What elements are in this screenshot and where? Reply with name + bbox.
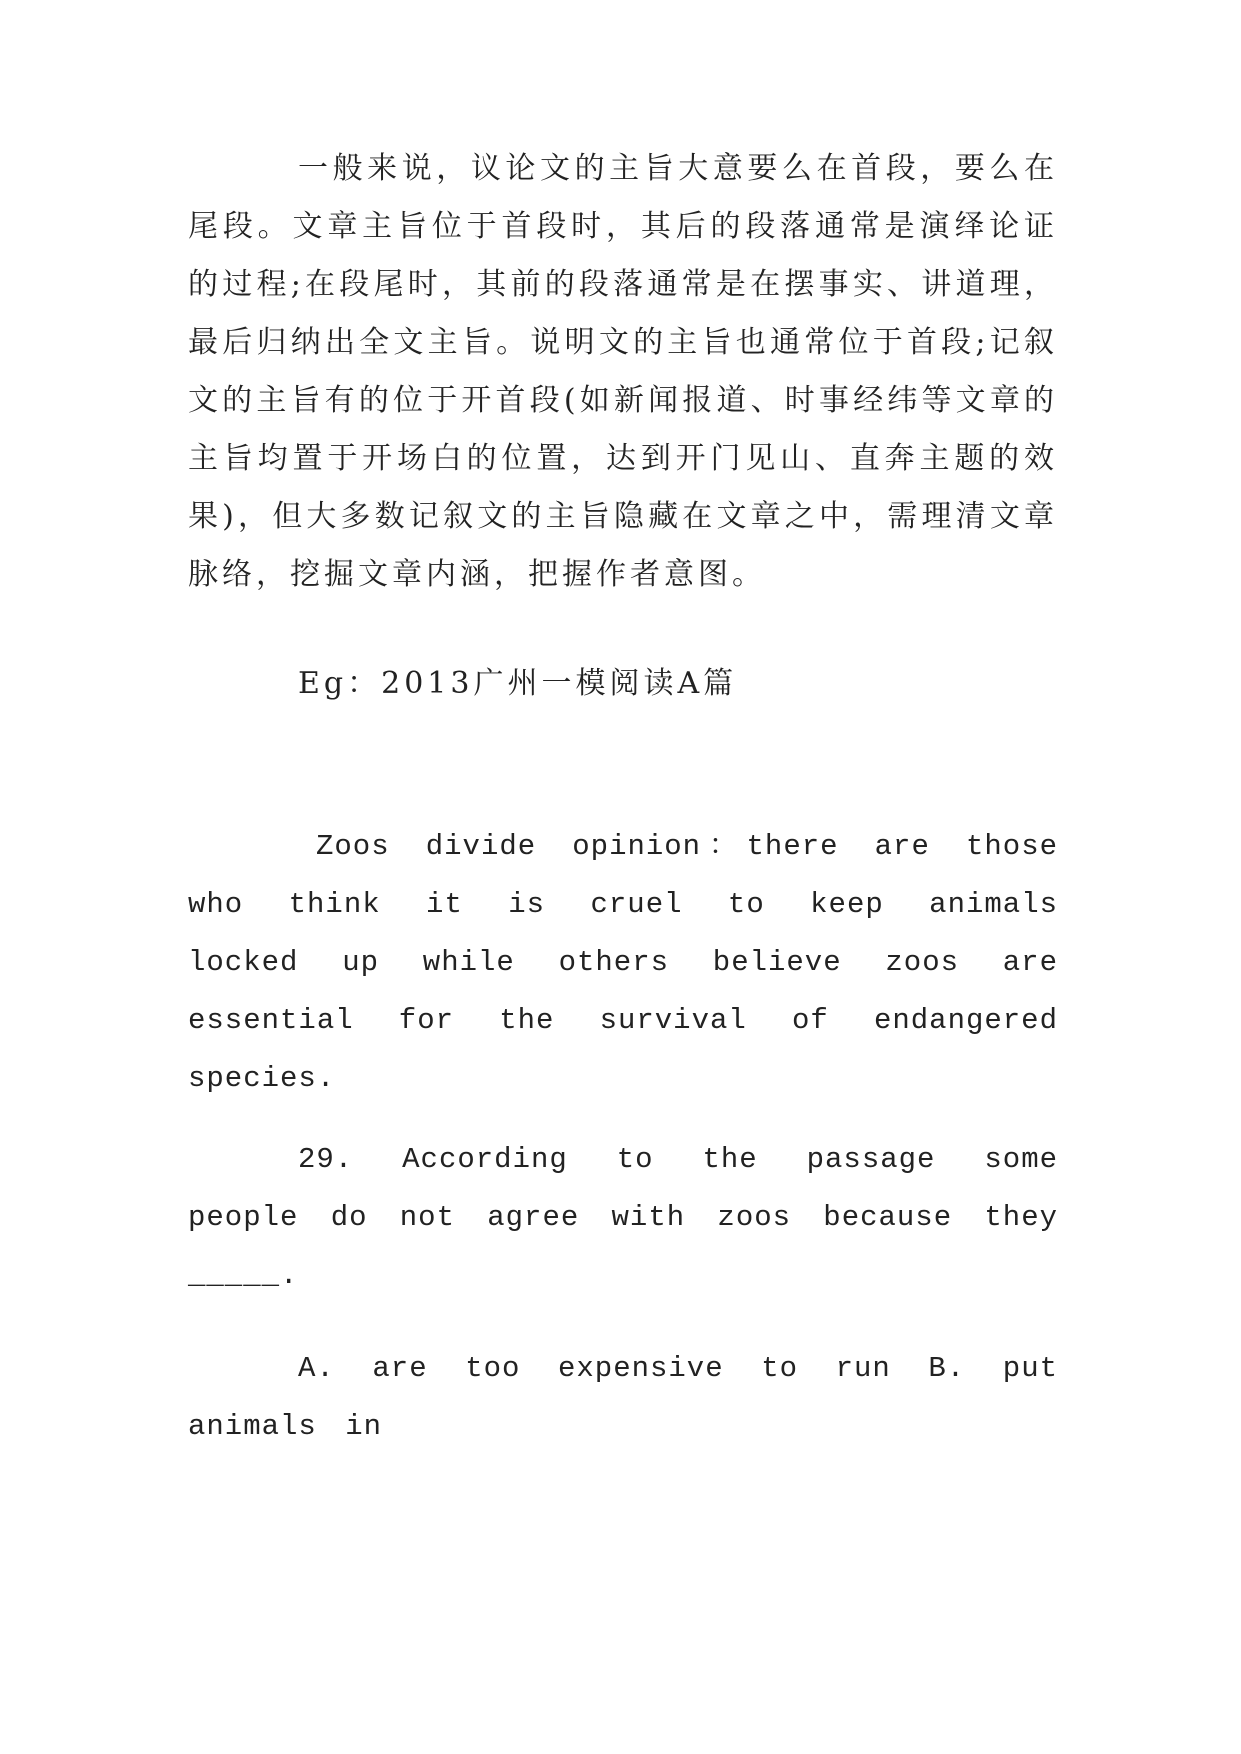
question-29: 29. According to the passage some people do not agree with zoos because they _____. bbox=[188, 1143, 1058, 1292]
reading-passage: Zoos divide opinion：there are those who think it is cruel to keep animals locked up while others believe zoos are essential for the survival of endangered species. bbox=[188, 830, 1058, 1095]
example-label: Eg：2013广州一模阅读A篇 bbox=[298, 666, 738, 701]
answer-options: A. are too expensive to run B. put animals in bbox=[188, 1352, 1058, 1443]
intro-paragraph: 一般来说，议论文的主旨大意要么在首段，要么在尾段。文章主旨位于首段时，其后的段落通常是演绎论证的过程;在段尾时，其前的段落通常是在摆事实、讲道理，最后归纳出全文主旨。说明文的主旨也通常位于首段;记叙文的主旨有的位于开首段(如新闻报道、时事经纬等文章的主旨均置于开场白的位置，达到开门见山、直奔主题的效果)，但大多数记叙文的主旨隐藏在文章之中，需理清文章脉络，挖掘文章内涵，把握作者意图。 bbox=[188, 151, 1058, 592]
